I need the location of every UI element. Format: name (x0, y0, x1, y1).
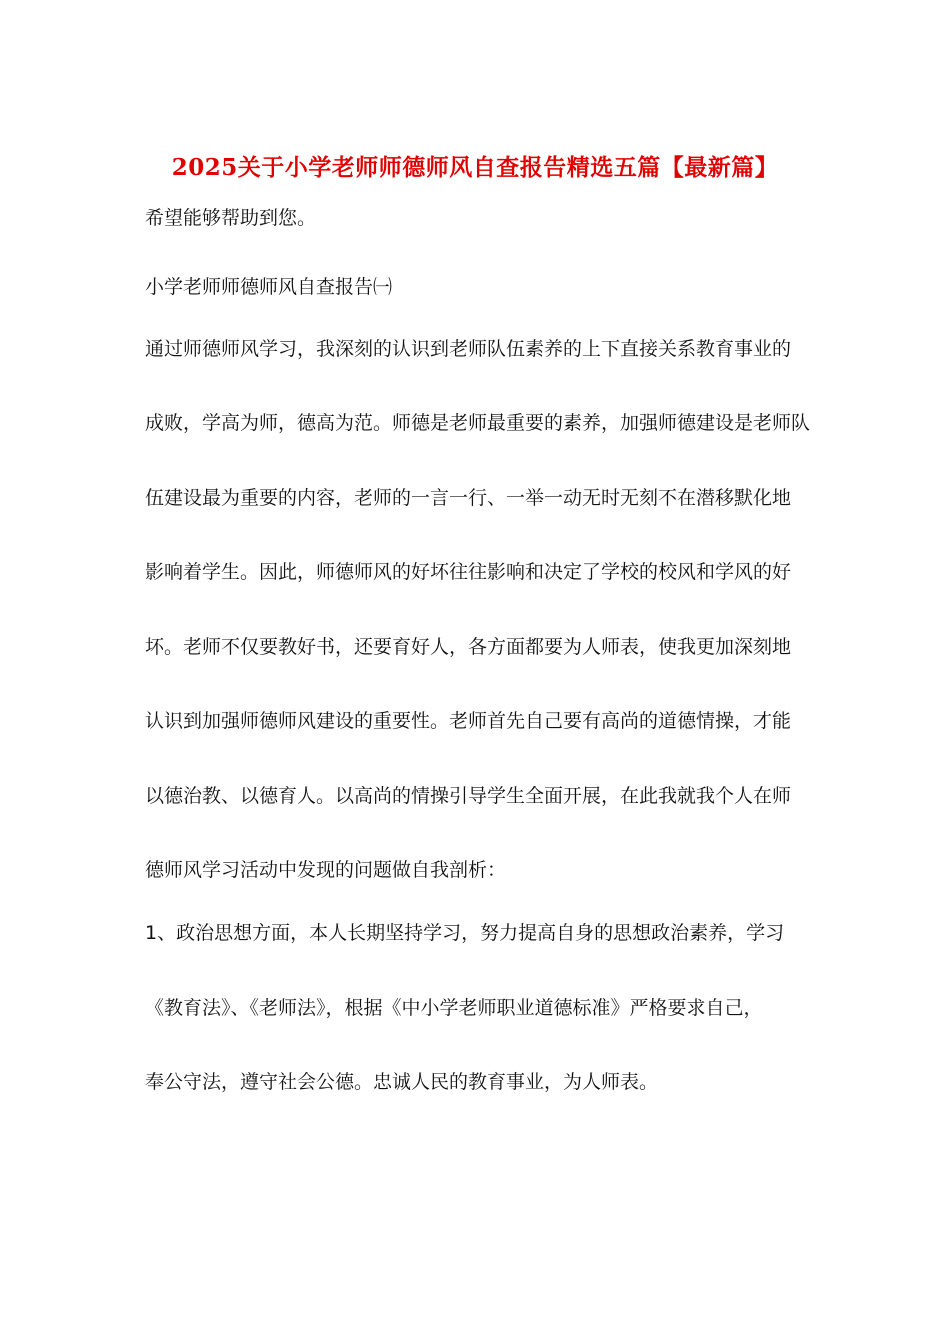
paragraph-line: 坏。老师不仅要教好书，还要育好人，各方面都要为人师表，使我更加深刻地 (145, 636, 792, 658)
document-title: 2025关于小学老师师德师风自查报告精选五篇【最新篇】 (171, 154, 779, 181)
section-heading: 小学老师师德师风自查报告㈠ (145, 276, 393, 298)
paragraph-line: 德师风学习活动中发现的问题做自我剖析： (145, 859, 507, 881)
paragraph-line: 认识到加强师德师风建设的重要性。老师首先自己要有高尚的道德情操，才能 (145, 710, 792, 732)
list-item-line: 1、政治思想方面，本人长期坚持学习，努力提高自身的思想政治素养，学习 (145, 922, 785, 944)
paragraph-line: 通过师德师风学习，我深刻的认识到老师队伍素养的上下直接关系教育事业的 (145, 338, 792, 360)
list-item-line: 《教育法》、《老师法》，根据《中小学老师职业道德标准》严格要求自己， (145, 997, 763, 1019)
list-item-line: 奉公守法，遵守社会公德。忠诚人民的教育事业，为人师表。 (145, 1071, 659, 1093)
paragraph-line: 伍建设最为重要的内容，老师的一言一行、一举一动无时无刻不在潜移默化地 (145, 487, 792, 509)
paragraph-line: 成败，学高为师，德高为范。师德是老师最重要的素养，加强师德建设是老师队 (145, 412, 811, 434)
intro-line: 希望能够帮助到您。 (145, 207, 317, 229)
paragraph-line: 影响着学生。因此，师德师风的好坏往往影响和决定了学校的校风和学风的好 (145, 561, 792, 583)
paragraph-line: 以德治教、以德育人。以高尚的情操引导学生全面开展，在此我就我个人在师 (145, 785, 792, 807)
